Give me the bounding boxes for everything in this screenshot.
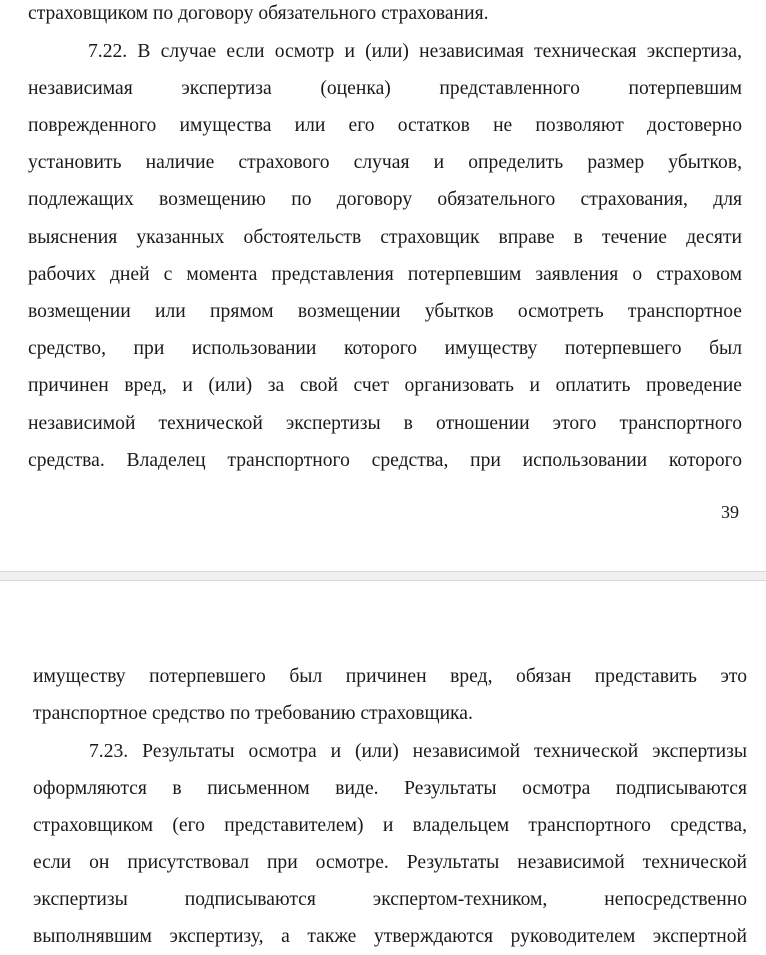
text-line: транспортное средство по требованию страховщика.: [33, 703, 473, 724]
text-line: если он присутствовал при осмотре. Результаты независимой технической: [33, 852, 747, 873]
text-line: независимая экспертиза (оценка) представленного потерпевшим: [28, 78, 742, 99]
text-line: выяснения указанных обстоятельств страховщик вправе в течение десяти: [28, 227, 742, 248]
text-line: рабочих дней с момента представления потерпевшим заявления о страховом: [28, 264, 742, 285]
text-line: экспертизы подписываются экспертом-техником, непосредственно: [33, 889, 747, 910]
text-line: выполнявшим экспертизу, а также утверждаются руководителем экспертной: [33, 926, 747, 947]
text-line: возмещении или прямом возмещении убытков осмотреть транспортное: [28, 301, 742, 322]
text-line: средство, при использовании которого имуществу потерпевшего был: [28, 338, 742, 359]
text-line: причинен вред, и (или) за свой счет организовать и оплатить проведение: [28, 375, 742, 396]
text-line: средства. Владелец транспортного средства, при использовании которого: [28, 450, 742, 471]
text-line: подлежащих возмещению по договору обязательного страхования, для: [28, 189, 742, 210]
text-line: страховщиком (его представителем) и владельцем транспортного средства,: [33, 815, 747, 836]
paragraph-7-23-start: 7.23. Результаты осмотра и (или) независимой технической экспертизы: [89, 741, 747, 762]
page-number: 39: [721, 502, 739, 522]
page-40: [0, 581, 766, 955]
text-line: независимой технической экспертизы в отношении этого транспортного: [28, 413, 742, 434]
page-separator: [0, 571, 766, 581]
paragraph-7-22-start: 7.22. В случае если осмотр и (или) независимая техническая экспертиза,: [88, 41, 742, 62]
text-line: установить наличие страхового случая и определить размер убытков,: [28, 152, 742, 173]
text-line: поврежденного имущества или его остатков не позволяют достоверно: [28, 115, 742, 136]
text-line: имуществу потерпевшего был причинен вред, обязан представить это: [33, 666, 747, 687]
text-line: страховщиком по договору обязательного страхования.: [28, 3, 489, 24]
text-line: оформляются в письменном виде. Результаты осмотра подписываются: [33, 778, 747, 799]
